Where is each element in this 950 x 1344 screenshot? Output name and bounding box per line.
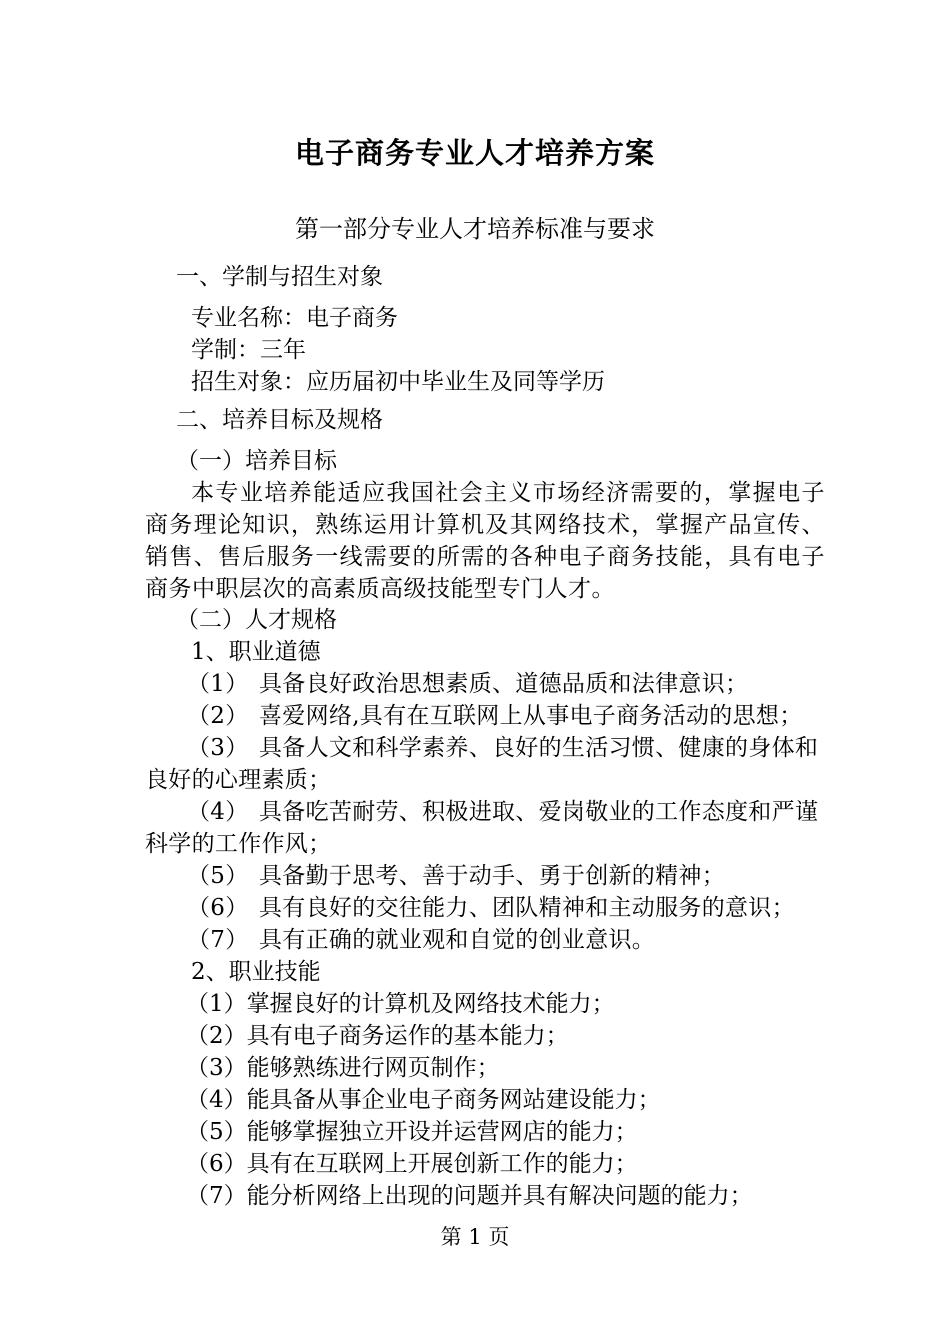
skill-item: （4）能具备从事企业电子商务网站建设能力； (186, 1087, 661, 1113)
ethics-item (145, 860, 825, 892)
ethics-item-number: （6） (187, 895, 249, 921)
skill-item: （6）具有在互联网上开展创新工作的能力； (186, 1151, 638, 1177)
ethics-item-text: 喜爱网络,具有在互联网上从事电子商务活动的思想； (259, 703, 803, 729)
ethics-item-text: 具备良好政治思想素质、道德品质和法律意识； (259, 671, 749, 697)
spec-heading: （二）人才规格 (176, 607, 337, 633)
ethics-item (145, 668, 825, 700)
study-duration: 学制：三年 (191, 337, 306, 363)
ethics-item-text: 具备人文和科学素养、良好的生活习惯、健康的身体和良好的心理素质； (145, 735, 819, 793)
page-number: 第 1 页 (440, 1225, 510, 1249)
ethics-item-text: 具有正确的就业观和自觉的创业意识。 (259, 927, 656, 953)
skill-item: （3）能够熟练进行网页制作； (186, 1055, 500, 1081)
ethics-heading: 1、职业道德 (191, 639, 321, 665)
enrollment-target: 招生对象：应历届初中毕业生及同等学历 (191, 369, 605, 395)
ethics-item-text: 具备吃苦耐劳、积极进取、爱岗敬业的工作态度和严谨科学的工作作风； (145, 799, 819, 857)
ethics-item-text: 具备勤于思考、善于动手、勇于创新的精神； (259, 863, 725, 889)
ethics-item-number: （5） (187, 863, 249, 889)
skill-item: （2）具有电子商务运作的基本能力； (186, 1023, 569, 1049)
section1-heading: 一、学制与招生对象 (176, 264, 383, 290)
document-title: 电子商务专业人才培养方案 (294, 136, 655, 170)
skill-item: （7）能分析网络上出现的问题并具有解决问题的能力； (186, 1183, 753, 1209)
ethics-item (145, 700, 825, 732)
ethics-item-number: （4） (187, 799, 249, 825)
goal-paragraph: 本专业培养能适应我国社会主义市场经济需要的，掌握电子商务理论知识，熟练运用计算机及其网络技术，掌握产品宣传、销售、售后服务一线需要的所需的各种电子商务技能，具有电子商务中职层次的高素质高级技能型专门人才。 (145, 480, 825, 602)
part-heading: 第一部分专业人才培养标准与要求 (295, 215, 655, 243)
ethics-item (145, 924, 825, 956)
skill-item: （1）掌握良好的计算机及网络技术能力； (186, 991, 615, 1017)
ethics-item-number: （7） (187, 927, 249, 953)
ethics-item-number: （2） (187, 703, 249, 729)
ethics-item (145, 892, 825, 924)
ethics-item-number: （1） (187, 671, 249, 697)
ethics-item (145, 732, 825, 796)
ethics-item (145, 796, 825, 860)
major-name: 专业名称：电子商务 (191, 305, 398, 331)
section2-heading: 二、培养目标及规格 (176, 407, 383, 433)
ethics-item-text: 具有良好的交往能力、团队精神和主动服务的意识； (259, 895, 795, 921)
ethics-item-number: （3） (187, 735, 249, 761)
goal-heading: （一）培养目标 (176, 448, 337, 474)
skill-item: （5）能够掌握独立开设并运营网店的能力； (186, 1119, 638, 1145)
skills-heading: 2、职业技能 (191, 959, 321, 985)
